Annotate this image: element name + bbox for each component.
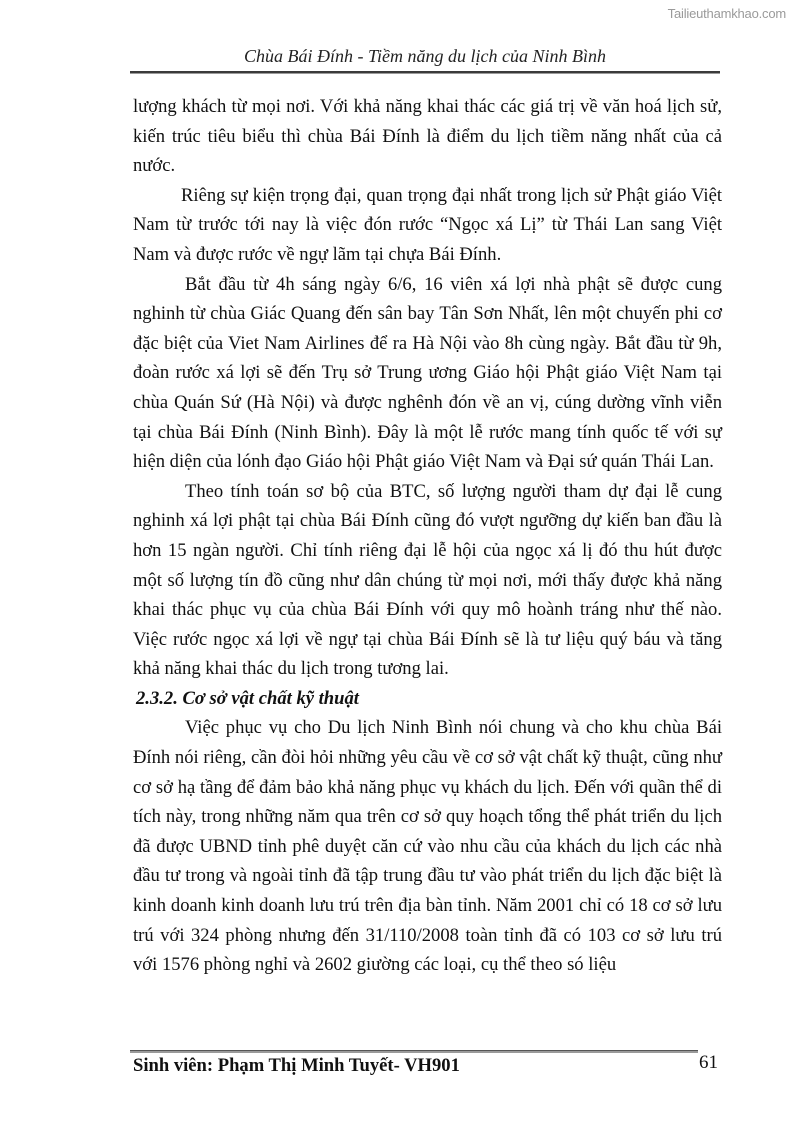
footer-rule bbox=[130, 1050, 698, 1053]
document-body bbox=[133, 92, 722, 980]
running-header-title: Chùa Bái Đính - Tiềm năng du lịch của Ninh Bình bbox=[244, 46, 606, 66]
section-heading: 2.3.2. Cơ sở vật chất kỹ thuật bbox=[136, 687, 359, 709]
paragraph: Riêng sự kiện trọng đại, quan trọng đại nhất trong lịch sử Phật giáo Việt Nam từ trước tới nay là việc đón rước “Ngọc xá Lị” từ Thái Lan sang Việt Nam và được rước về ngự lãm tại chựa Bái Đính. bbox=[133, 184, 722, 265]
footer-author: Sinh viên: Phạm Thị Minh Tuyết- VH901 bbox=[133, 1055, 460, 1076]
page-number: 61 bbox=[699, 1052, 718, 1073]
header-rule bbox=[130, 71, 720, 74]
paragraph: Bắt đầu từ 4h sáng ngày 6/6, 16 viên xá lợi nhà phật sẽ được cung nghinh từ chùa Giác Quang đến sân bay Tân Sơn Nhất, lên một chuyến phi cơ đặc biệt của Viet Nam Airlines để ra Hà Nội vào 8h cùng ngày. Bắt đầu từ 9h, đoàn rước xá lợi sẽ đến Trụ sở Trung ương Giáo hội Phật giáo Việt Nam tại chùa Quán Sứ (Hà Nội) và được nghênh đón về an vị, cúng dường vĩnh viễn tại chùa Bái Đính (Ninh Bình). Đây là một lễ rước mang tính quốc tế với sự hiện diện của lónh đạo Giáo hội Phật giáo Việt Nam và Đại sứ quán Thái Lan. bbox=[133, 273, 722, 473]
paragraph: Việc phục vụ cho Du lịch Ninh Bình nói chung và cho khu chùa Bái Đính nói riêng, cần đòi hỏi những yêu cầu về cơ sở vật chất kỹ thuật, cũng như cơ sở hạ tầng để đảm bảo khả năng phục vụ khách du lịch. Đến với quần thể di tích này, trong những năm qua trên cơ sở quy hoạch tổng thể phát triển du lịch đã được UBND tỉnh phê duyệt căn cứ vào nhu cầu của khách du lịch các nhà đầu tư trong và ngoài tỉnh đã tập trung đầu tư vào phát triển du lịch đặc biệt là kinh doanh kinh doanh lưu trú trên địa bàn tỉnh. Năm 2001 chỉ có 18 cơ sở lưu trú với 324 phòng nhưng đến 31/110/2008 toàn tỉnh đã có 103 cơ sở lưu trú với 1576 phòng nghỉ và 2602 giường các loại, cụ thể theo só liệu bbox=[133, 717, 722, 976]
paragraph-continuation: lượng khách từ mọi nơi. Với khả năng khai thác các giá trị về văn hoá lịch sử, kiến trúc tiêu biểu thì chùa Bái Đính là điểm du lịch tiềm năng nhất của cả nước. bbox=[133, 96, 722, 177]
paragraph: Theo tính toán sơ bộ của BTC, số lượng người tham dự đại lễ cung nghinh xá lợi phật tại chùa Bái Đính cũng đó vượt ngưỡng dự kiến ban đầu là hơn 15 ngàn người. Chỉ tính riêng đại lễ hội của ngọc xá lị đó thu hút được một số lượng tín đồ cũng như dân chúng từ mọi nơi, mới thấy được khả năng khai thác phục vụ của chùa Bái Đính với quy mô hoành tráng như thế nào. Việc rước ngọc xá lợi về ngự tại chùa Bái Đính sẽ là tư liệu quý báu và tăng khả năng khai thác du lịch trong tương lai. bbox=[133, 480, 722, 680]
watermark: Tailieuthamkhao.com bbox=[667, 6, 786, 21]
